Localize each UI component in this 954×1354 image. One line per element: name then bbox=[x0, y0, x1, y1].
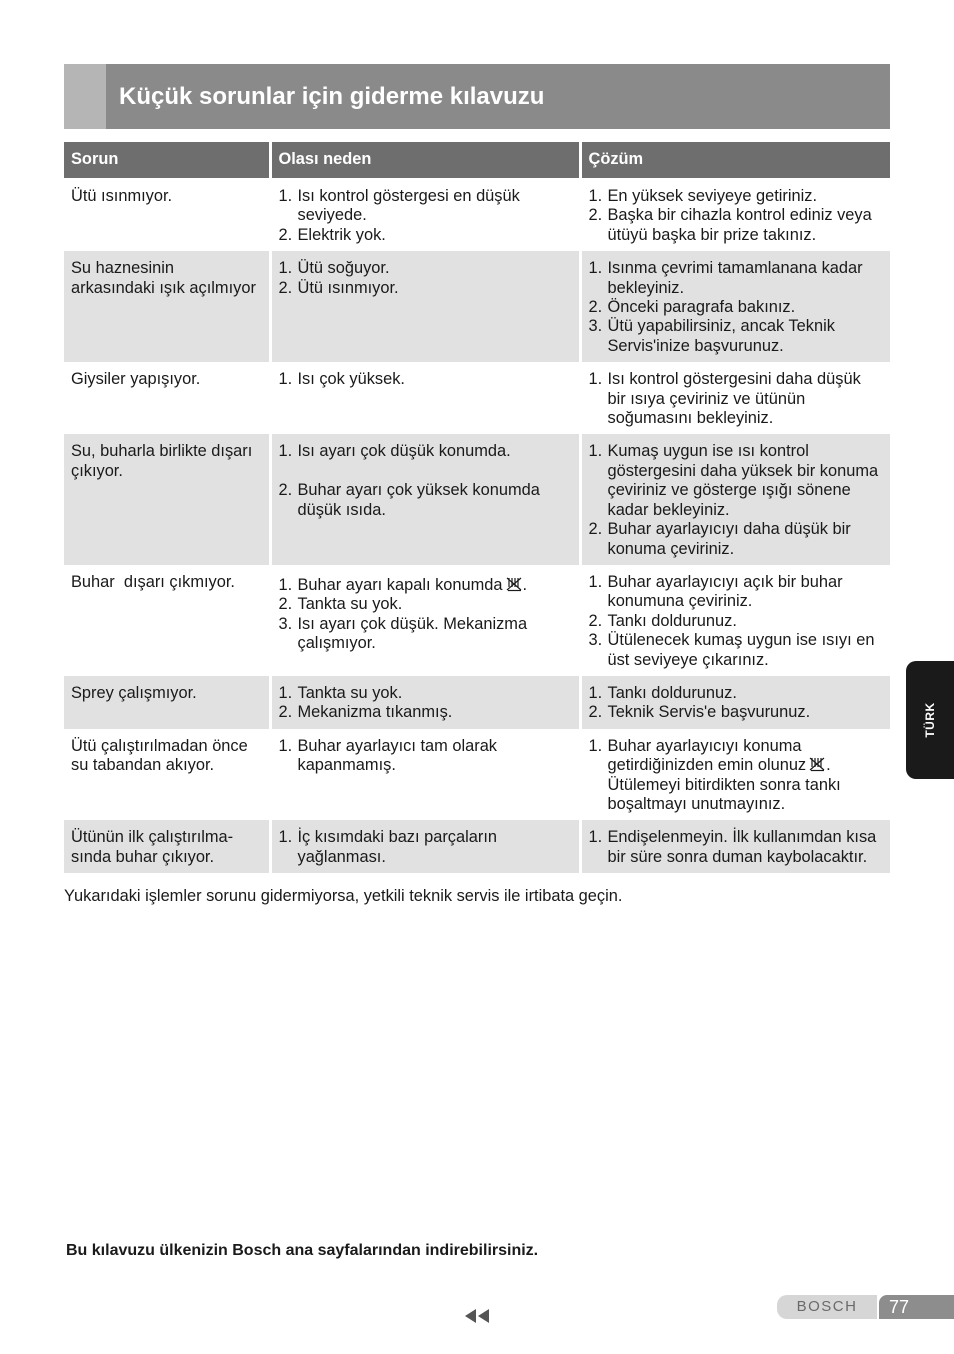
problem-cell: Ütü çalıştırılmadan önce su tabandan akıyor. bbox=[64, 729, 270, 821]
table-row bbox=[64, 820, 890, 873]
list-item: 3. Ütülenecek kumaş uygun ise ısıyı en üst seviyeye çıkarınız. bbox=[588, 631, 875, 669]
table-row bbox=[64, 676, 890, 729]
list-item: 1. Endişelenmeyin. İlk kullanımdan kısa bir süre sonra duman kaybolacaktır. bbox=[588, 828, 877, 866]
cause-cell bbox=[270, 676, 580, 729]
list-item: 2. Buhar ayarı çok yüksek konumda düşük ısıda. bbox=[278, 481, 540, 519]
list-item: 1. Isı ayarı çok düşük konumda. bbox=[278, 442, 511, 461]
table-row bbox=[64, 434, 890, 564]
list-item: 3. Ütü yapabilirsiniz, ancak Teknik Servis'inize başvurunuz. bbox=[588, 317, 835, 355]
list-item: 1. Isınma çevrimi tamamlanana kadar bekleyiniz. bbox=[588, 259, 863, 297]
problem-cell: Giysiler yapışıyor. bbox=[64, 362, 270, 434]
page-title: Küçük sorunlar için giderme kılavuzu bbox=[119, 83, 545, 110]
problem-cell: Su, buharla birlikte dışarı çıkıyor. bbox=[64, 434, 270, 564]
list-item: 1. Isı kontrol göstergesi en düşük seviyede. bbox=[278, 187, 520, 225]
list-item: 1. Isı çok yüksek. bbox=[278, 370, 405, 389]
list-item: 2. Elektrik yok. bbox=[278, 225, 386, 244]
list-item: 1. Ütü soğuyor. bbox=[278, 259, 390, 278]
troubleshooting-table bbox=[64, 142, 890, 873]
solution-cell bbox=[580, 362, 890, 434]
column-header-problem: Sorun bbox=[64, 142, 270, 178]
language-tab bbox=[906, 661, 954, 779]
solution-cell bbox=[580, 729, 890, 821]
list-item: 2. Başka bir cihazla kontrol ediniz veya ütüyü başka bir prize takınız. bbox=[588, 206, 872, 244]
language-tab-label: TÜRK bbox=[923, 702, 937, 738]
list-item: 2. Önceki paragrafa bakınız. bbox=[588, 298, 796, 317]
title-accent bbox=[64, 64, 106, 129]
cause-cell bbox=[270, 729, 580, 821]
list-item: 1. Buhar ayarlayıcıyı konuma getirdiğinizden emin olunuz . Ütülemeyi bitirdikten sonra tankı boşaltmayı unutmayınız. bbox=[588, 736, 841, 813]
list-item: 2. Tankta su yok. bbox=[278, 595, 403, 614]
table-row bbox=[64, 729, 890, 821]
problem-cell: Ütünün ilk çalıştırılma-sında buhar çıkıyor. bbox=[64, 820, 270, 873]
steam-off-icon bbox=[506, 577, 523, 592]
table-row bbox=[64, 251, 890, 362]
list-item: 2. Tankı doldurunuz. bbox=[588, 611, 737, 630]
cause-cell bbox=[270, 565, 580, 676]
solution-cell bbox=[580, 676, 890, 729]
download-note: Bu kılavuzu ülkenizin Bosch ana sayfalarından indirebilirsiniz. bbox=[66, 1242, 539, 1259]
list-item: 2. Ütü ısınmıyor. bbox=[278, 278, 399, 297]
solution-cell bbox=[580, 251, 890, 362]
list-item: 1. Buhar ayarlayıcıyı açık bir buhar konumuna çeviriniz. bbox=[588, 572, 843, 611]
column-header-solution: Çözüm bbox=[580, 142, 890, 178]
solution-cell bbox=[580, 434, 890, 564]
list-item: 2. Teknik Servis'e başvurunuz. bbox=[588, 703, 811, 722]
cause-cell bbox=[270, 362, 580, 434]
solution-cell bbox=[580, 820, 890, 873]
brand-label: BOSCH bbox=[777, 1295, 877, 1319]
list-item: 1. Tankta su yok. bbox=[278, 683, 403, 702]
cause-cell bbox=[270, 251, 580, 362]
list-item: 1. En yüksek seviyeye getiriniz. bbox=[588, 187, 818, 205]
list-item: 1. Tankı doldurunuz. bbox=[588, 683, 737, 702]
footer-note: Yukarıdaki işlemler sorunu gidermiyorsa, yetkili teknik servis ile irtibata geçin. bbox=[64, 887, 623, 905]
table-row bbox=[64, 178, 890, 251]
rewind-icon[interactable] bbox=[463, 1308, 491, 1324]
list-item: 1. Buhar ayarlayıcı tam olarak kapanmamış. bbox=[278, 736, 498, 775]
solution-cell bbox=[580, 565, 890, 676]
list-item: 1. Isı kontrol göstergesini daha düşük bir ısıya çeviriniz ve ütünün soğumasını bekleyiniz. bbox=[588, 370, 861, 428]
steam-off-icon bbox=[809, 757, 826, 772]
problem-cell: Sprey çalışmıyor. bbox=[64, 676, 270, 729]
cause-cell bbox=[270, 434, 580, 564]
cause-cell bbox=[270, 178, 580, 251]
list-item: 2. Mekanizma tıkanmış. bbox=[278, 703, 453, 722]
title-bar bbox=[64, 64, 890, 129]
list-item: 3. Isı ayarı çok düşük. Mekanizma çalışmıyor. bbox=[278, 614, 528, 653]
cause-cell bbox=[270, 820, 580, 873]
problem-cell: Buhar dışarı çıkmıyor. bbox=[64, 565, 270, 676]
table-header-row bbox=[64, 142, 890, 178]
column-header-cause: Olası neden bbox=[270, 142, 580, 178]
table-row bbox=[64, 565, 890, 676]
list-item: 2. Buhar ayarlayıcıyı daha düşük bir konuma çeviriniz. bbox=[588, 520, 851, 558]
problem-cell: Su haznesinin arkasındaki ışık açılmıyor bbox=[64, 251, 270, 362]
solution-cell bbox=[580, 178, 890, 251]
problem-cell: Ütü ısınmıyor. bbox=[64, 178, 270, 251]
list-item: 1. Buhar ayarı kapalı konumda . bbox=[278, 575, 528, 594]
list-item: 1. Kumaş uygun ise ısı kontrol göstergesini daha yüksek bir konuma çeviriniz ve gösterge ışığı sönene kadar bekleyiniz. bbox=[588, 442, 879, 519]
page-number: 77 bbox=[879, 1295, 954, 1319]
list-item: 1. İç kısımdaki bazı parçaların yağlanması. bbox=[278, 828, 497, 866]
table-row bbox=[64, 362, 890, 434]
